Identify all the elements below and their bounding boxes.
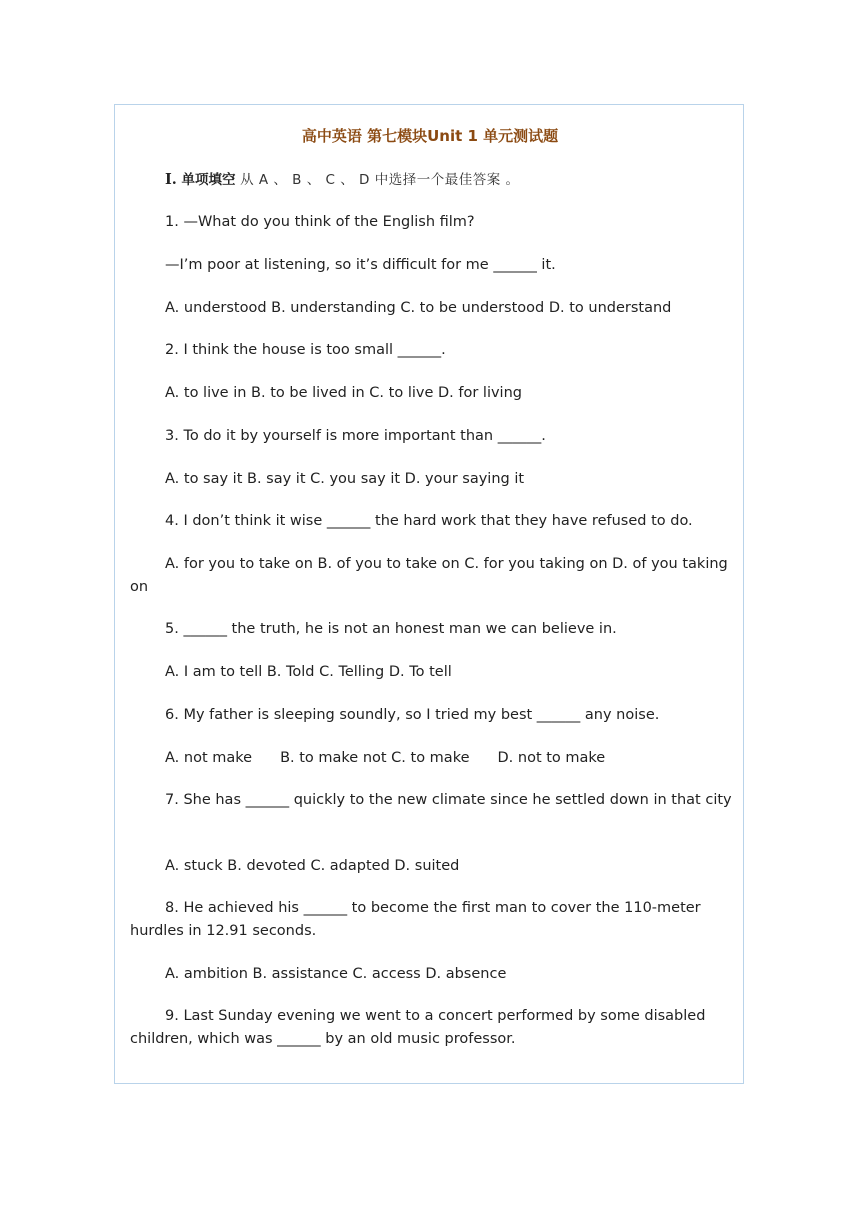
question-1: 1. —What do you think of the English film? xyxy=(165,214,475,230)
question-1-options: A. understood B. understanding C. to be understood D. to understand xyxy=(165,300,672,316)
question-9: 9. Last Sunday evening we went to a concert performed by some disabled children, which was ______ by an old music professor. xyxy=(130,1008,706,1047)
question-4: 4. I don’t think it wise ______ the hard work that they have refused to do. xyxy=(165,513,693,529)
question-6-option-d: D. not to make xyxy=(497,750,606,766)
question-8-options: A. ambition B. assistance C. access D. absence xyxy=(165,966,507,982)
question-6-options xyxy=(130,747,732,770)
question-6-option-a: A. not make xyxy=(165,750,253,766)
question-4-options: A. for you to take on B. of you to take on C. for you taking on D. of you taking on xyxy=(130,556,728,595)
question-6-option-bc: B. to make not C. to make xyxy=(280,750,470,766)
question-6: 6. My father is sleeping soundly, so I tried my best ______ any noise. xyxy=(165,707,660,723)
question-7-options: A. stuck B. devoted C. adapted D. suited xyxy=(165,858,460,874)
section-title: 单项填空 xyxy=(181,172,236,188)
question-3-options: A. to say it B. say it C. you say it D. your saying it xyxy=(165,471,525,487)
question-2-options: A. to live in B. to be lived in C. to live D. for living xyxy=(165,385,522,401)
question-8: 8. He achieved his ______ to become the first man to cover the 110-meter hurdles in 12.91 seconds. xyxy=(130,900,701,939)
question-1-response: —I’m poor at listening, so it’s difficult for me ______ it. xyxy=(165,257,556,273)
section-heading xyxy=(130,168,732,192)
question-5: 5. ______ the truth, he is not an honest man we can believe in. xyxy=(165,621,617,637)
section-instruction: 从 A 、 B 、 C 、 D 中选择一个最佳答案 。 xyxy=(240,172,520,188)
question-2: 2. I think the house is too small ______. xyxy=(165,342,446,358)
question-3: 3. To do it by yourself is more important than ______. xyxy=(165,428,546,444)
question-7: 7. She has ______ quickly to the new climate since he settled down in that city xyxy=(165,792,732,808)
section-number: I. xyxy=(165,171,177,188)
question-5-options: A. I am to tell B. Told C. Telling D. To tell xyxy=(165,664,452,680)
document-title: 高中英语 第七模块Unit 1 单元测试题 xyxy=(301,127,559,145)
